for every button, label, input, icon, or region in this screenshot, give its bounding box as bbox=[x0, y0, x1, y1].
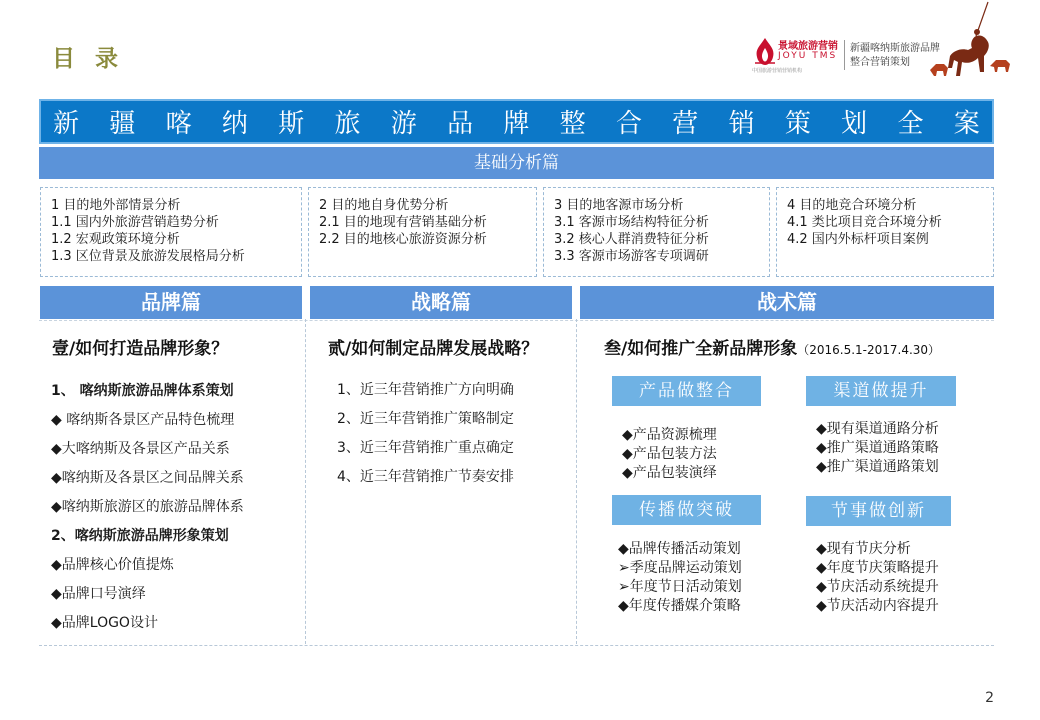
list-item: 3、近三年营销推广重点确定 bbox=[337, 440, 514, 456]
tactic-list-channel bbox=[816, 420, 939, 477]
tactics-question bbox=[604, 334, 940, 359]
main-title-char: 整 bbox=[559, 109, 586, 139]
main-title-char: 策 bbox=[784, 109, 811, 139]
list-item: 1、 喀纳斯旅游品牌体系策划 bbox=[51, 383, 234, 399]
main-title-char: 喀 bbox=[165, 109, 192, 139]
list-item: ◆品牌传播活动策划 bbox=[618, 541, 741, 557]
main-title-char: 纳 bbox=[221, 109, 248, 139]
list-item: ◆现有渠道通路分析 bbox=[816, 421, 939, 437]
tactic-badge-events: 节事做创新 bbox=[806, 496, 951, 526]
main-title-char: 牌 bbox=[503, 109, 530, 139]
box-line: 3.3 客源市场游客专项调研 bbox=[554, 249, 709, 264]
brand-items bbox=[51, 379, 244, 640]
list-item: 2、近三年营销推广策略制定 bbox=[337, 411, 514, 427]
list-item: 2、喀纳斯旅游品牌形象策划 bbox=[51, 528, 229, 544]
list-item: ◆年度传播媒介策略 bbox=[618, 598, 741, 614]
main-title-char: 营 bbox=[672, 109, 699, 139]
main-title-char: 划 bbox=[841, 109, 868, 139]
list-item: ◆喀纳斯及各景区之间品牌关系 bbox=[51, 470, 244, 486]
logo-line-1: 新疆喀纳斯旅游品牌 bbox=[850, 43, 940, 54]
list-item: ◆产品包装演绎 bbox=[622, 465, 717, 481]
page-number: 2 bbox=[985, 690, 994, 706]
box-line: 2.2 目的地核心旅游资源分析 bbox=[319, 232, 487, 247]
company-logo bbox=[752, 22, 1014, 82]
main-title-char: 斯 bbox=[278, 109, 305, 139]
box-line: 4.2 国内外标杆项目案例 bbox=[787, 232, 929, 247]
column-divider bbox=[576, 319, 577, 644]
box-line: 3.2 核心人群消费特征分析 bbox=[554, 232, 709, 247]
tactic-list-product bbox=[622, 426, 717, 483]
page-title: 目 录 bbox=[52, 46, 125, 72]
list-item: ◆品牌核心价值提炼 bbox=[51, 557, 174, 573]
list-item: 4、近三年营销推广节奏安排 bbox=[337, 469, 514, 485]
strategy-question: 贰/如何制定品牌发展战略？ bbox=[328, 339, 539, 359]
box-line: 1.2 宏观政策环境分析 bbox=[51, 232, 180, 247]
list-item: ➢季度品牌运动策划 bbox=[618, 560, 742, 576]
strategy-items bbox=[337, 378, 514, 494]
box-line: 1 目的地外部情景分析 bbox=[51, 198, 181, 213]
list-item: ◆ 喀纳斯各景区产品特色梳理 bbox=[51, 412, 235, 428]
list-item: ◆推广渠道通路策略 bbox=[816, 440, 939, 456]
tactic-badge-product: 产品做整合 bbox=[612, 376, 761, 406]
list-item: ◆品牌LOGO设计 bbox=[51, 615, 158, 631]
list-item: ◆现有节庆分析 bbox=[816, 541, 911, 557]
basic-analysis-header: 基础分析篇 bbox=[39, 147, 994, 179]
main-title-char: 案 bbox=[953, 109, 980, 139]
main-title-char: 疆 bbox=[109, 109, 136, 139]
tactic-list-events bbox=[816, 540, 939, 616]
list-item: ◆喀纳斯旅游区的旅游品牌体系 bbox=[51, 499, 244, 515]
bottom-divider bbox=[39, 645, 994, 646]
logo-tagline: 中国旅游营销营销机构 bbox=[752, 68, 803, 74]
brand-section-header: 品牌篇 bbox=[40, 286, 302, 319]
basic-analysis-box-4 bbox=[776, 187, 994, 277]
box-line: 2 目的地自身优势分析 bbox=[319, 198, 449, 213]
column-top-divider bbox=[39, 320, 994, 321]
list-item: ◆大喀纳斯及各景区产品关系 bbox=[51, 441, 230, 457]
list-item: ◆产品资源梳理 bbox=[622, 427, 717, 443]
main-title-banner bbox=[39, 99, 994, 144]
list-item: ◆品牌口号演绎 bbox=[51, 586, 146, 602]
list-item: ◆年度节庆策略提升 bbox=[816, 560, 939, 576]
list-item: ◆产品包装方法 bbox=[622, 446, 717, 462]
basic-analysis-box-1 bbox=[40, 187, 302, 277]
logo-line-2: 整合营销策划 bbox=[850, 57, 910, 68]
box-line: 1.3 区位背景及旅游发展格局分析 bbox=[51, 249, 245, 264]
list-item: 1、近三年营销推广方向明确 bbox=[337, 382, 514, 398]
logo-brand bbox=[752, 35, 840, 75]
tactic-badge-communication: 传播做突破 bbox=[612, 495, 761, 525]
box-line: 3 目的地客源市场分析 bbox=[554, 198, 684, 213]
box-line: 4.1 类比项目竞合环境分析 bbox=[787, 215, 942, 230]
box-line: 3.1 客源市场结构特征分析 bbox=[554, 215, 709, 230]
box-line: 2.1 目的地现有营销基础分析 bbox=[319, 215, 487, 230]
brand-question: 壹/如何打造品牌形象？ bbox=[52, 339, 229, 359]
strategy-section-header: 战略篇 bbox=[310, 286, 572, 319]
logo-brand-cn: 景域旅游营销 bbox=[778, 41, 838, 52]
main-title-char: 全 bbox=[897, 109, 924, 139]
logo-brand-en: JOYU TMS bbox=[778, 51, 838, 61]
box-line: 1.1 国内外旅游营销趋势分析 bbox=[51, 215, 219, 230]
basic-analysis-box-2 bbox=[308, 187, 537, 277]
main-title bbox=[41, 101, 992, 142]
box-line: 4 目的地竞合环境分析 bbox=[787, 198, 917, 213]
main-title-char: 旅 bbox=[334, 109, 361, 139]
flame-icon bbox=[752, 37, 778, 67]
tactics-question-text: 叁/如何推广全新品牌形象 bbox=[604, 339, 798, 359]
main-title-char: 品 bbox=[447, 109, 474, 139]
main-title-char: 合 bbox=[615, 109, 642, 139]
list-item: ◆推广渠道通路策划 bbox=[816, 459, 939, 475]
basic-analysis-box-3 bbox=[543, 187, 770, 277]
main-title-char: 新 bbox=[53, 109, 80, 139]
list-item: ◆节庆活动系统提升 bbox=[816, 579, 939, 595]
tactic-badge-channel: 渠道做提升 bbox=[806, 376, 956, 406]
column-divider bbox=[305, 319, 306, 644]
tactics-date-range: （2016.5.1-2017.4.30） bbox=[797, 343, 941, 357]
main-title-char: 销 bbox=[728, 109, 755, 139]
logo-separator bbox=[844, 40, 845, 70]
logo-project-text bbox=[850, 42, 940, 70]
tactic-list-communication bbox=[618, 540, 742, 616]
horse-rider-icon bbox=[928, 0, 1014, 82]
list-item: ◆节庆活动内容提升 bbox=[816, 598, 939, 614]
main-title-char: 游 bbox=[390, 109, 417, 139]
list-item: ➢年度节日活动策划 bbox=[618, 579, 742, 595]
tactics-section-header: 战术篇 bbox=[580, 286, 994, 319]
